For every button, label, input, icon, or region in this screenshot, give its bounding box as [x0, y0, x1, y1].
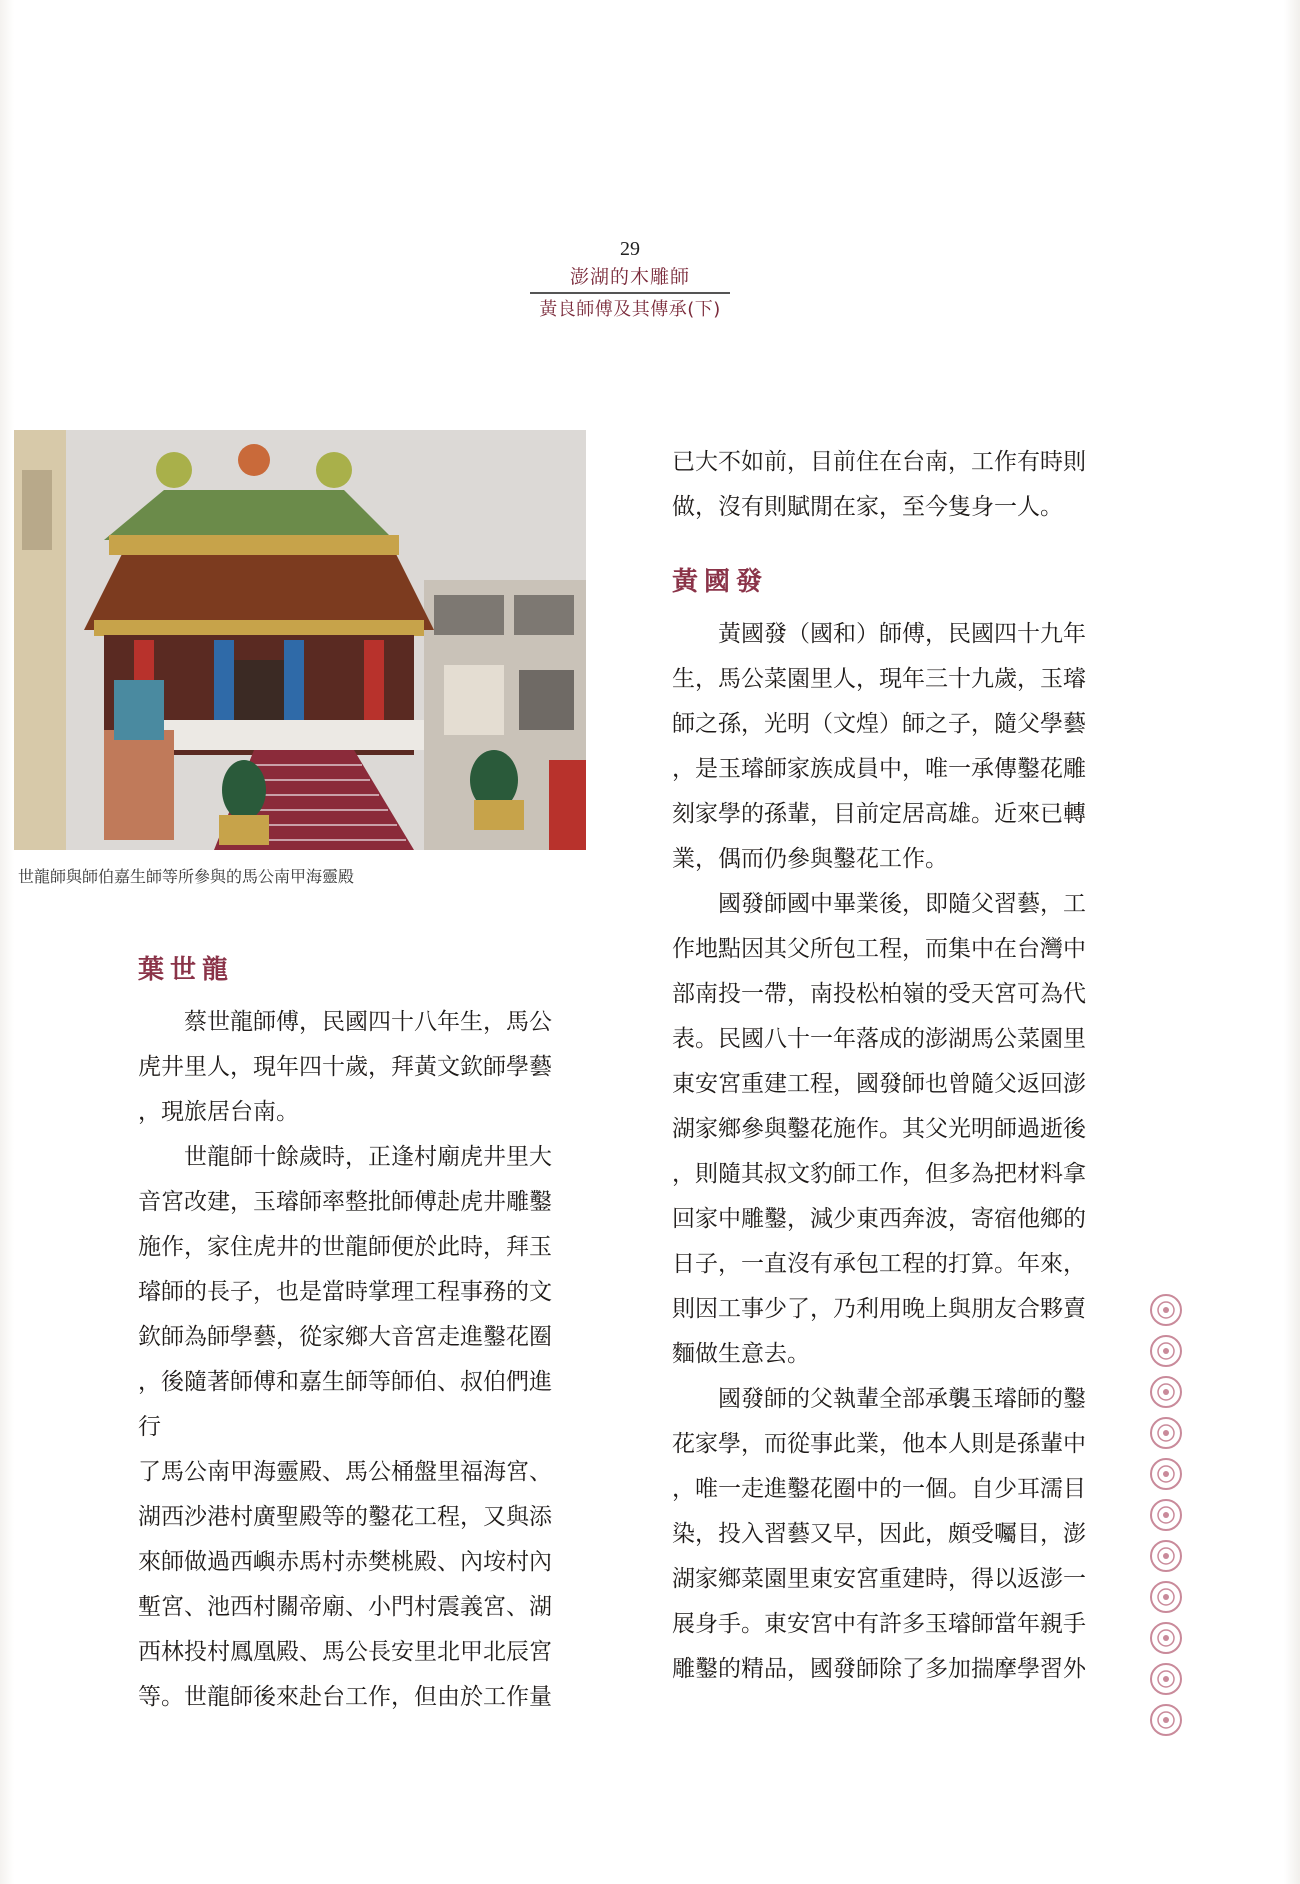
text-line: 雕鑿的精品，國發師除了多加揣摩學習外: [672, 1656, 1086, 1682]
section-heading-ye-shilong: 葉世龍: [138, 955, 235, 985]
text-line: 表。民國八十一年落成的澎湖馬公菜園里: [672, 1026, 1086, 1052]
text-line: ，則隨其叔文豹師工作，但多為把材料拿: [672, 1161, 1086, 1187]
ornament-motif: [1151, 1623, 1181, 1653]
ornament-motif: [1151, 1500, 1181, 1530]
photo-caption: 世龍師與師伯嘉生師等所參與的馬公南甲海靈殿: [18, 867, 355, 886]
text-line: 國發師國中畢業後，即隨父習藝，工: [718, 891, 1086, 917]
text-line: 國發師的父執輩全部承襲玉璿師的鑿: [718, 1386, 1086, 1412]
text-line: 塹宮、池西村關帝廟、小門村震義宮、湖: [138, 1594, 552, 1620]
text-line: 了馬公南甲海靈殿、馬公桶盤里福海宮、: [138, 1459, 552, 1485]
running-header: [530, 236, 730, 326]
text-line: ，是玉璿師家族成員中，唯一承傳鑿花雕: [672, 756, 1086, 782]
section-spacer: [672, 530, 1142, 552]
decorative-border-ornament: [1144, 1290, 1188, 1750]
text-line: ，後隨著師傅和嘉生師等師伯、叔伯們進: [138, 1369, 552, 1395]
text-line: 展身手。東安宮中有許多玉璿師當年親手: [672, 1611, 1086, 1637]
text-line: 黃國發（國和）師傅，民國四十九年: [718, 621, 1086, 647]
text-line: ，唯一走進鑿花圈中的一個。自少耳濡目: [672, 1476, 1086, 1502]
right-column-body: [672, 612, 1142, 1692]
text-line: 湖家鄉參與鑿花施作。其父光明師過逝後: [672, 1116, 1086, 1142]
text-line: 日子，一直沒有承包工程的打算。年來，: [672, 1251, 1086, 1277]
text-line: 湖家鄉菜園里東安宮重建時，得以返澎一: [672, 1566, 1086, 1592]
ornament-motif: [1151, 1459, 1181, 1489]
text-line: 回家中雕鑿，減少東西奔波，寄宿他鄉的: [672, 1206, 1086, 1232]
text-line: 業，偶而仍參與鑿花工作。: [672, 846, 948, 872]
right-column: [672, 440, 1142, 1692]
text-line: 則因工事少了，乃利用晚上與朋友合夥賣: [672, 1296, 1086, 1322]
section-heading-huang-guofa: 黃國發: [672, 567, 769, 597]
text-line: 璿師的長子，也是當時掌理工程事務的文: [138, 1279, 552, 1305]
text-line: 施作，家住虎井的世龍師便於此時，拜玉: [138, 1234, 552, 1260]
left-column-body: [138, 1000, 598, 1720]
ornament-motif: [1151, 1377, 1181, 1407]
ornament-motif: [1151, 1541, 1181, 1571]
text-line: 師之孫，光明（文煌）師之子，隨父學藝: [672, 711, 1086, 737]
ornament-motif: [1151, 1705, 1181, 1735]
ornament-motif: [1151, 1336, 1181, 1366]
text-line: 欽師為師學藝，從家鄉大音宮走進鑿花圈: [138, 1324, 552, 1350]
text-line: 麵做生意去。: [672, 1341, 810, 1367]
text-line: 部南投一帶，南投松柏嶺的受天宮可為代: [672, 981, 1086, 1007]
text-line: 西林投村鳳凰殿、馬公長安里北甲北辰宮: [138, 1639, 552, 1665]
text-line: 來師做過西嶼赤馬村赤樊桃殿、內垵村內: [138, 1549, 552, 1575]
text-line: 染，投入習藝又早，因此，頗受囑目，澎: [672, 1521, 1086, 1547]
ornament-motif: [1151, 1418, 1181, 1448]
text-line: ，現旅居台南。: [138, 1099, 299, 1125]
text-line: 音宮改建，玉璿師率整批師傅赴虎井雕鑿: [138, 1189, 552, 1215]
series-title: 澎湖的木雕師: [569, 266, 690, 288]
text-line: 刻家學的孫輩，目前定居高雄。近來已轉: [672, 801, 1086, 827]
text-line: 等。世龍師後來赴台工作，但由於工作量: [138, 1684, 552, 1710]
right-column-intro: [672, 440, 1142, 530]
temple-photo: [14, 430, 586, 850]
left-column: [138, 940, 598, 1720]
text-line: 世龍師十餘歲時，正逢村廟虎井里大: [184, 1144, 552, 1170]
text-line: 作地點因其父所包工程，而集中在台灣中: [672, 936, 1086, 962]
text-line: 東安宮重建工程，國發師也曾隨父返回澎: [672, 1071, 1086, 1097]
ornament-motif: [1151, 1664, 1181, 1694]
text-line: 行: [138, 1414, 161, 1440]
text-line: 做，沒有則賦閒在家，至今隻身一人。: [672, 494, 1063, 520]
ornament-motif: [1151, 1582, 1181, 1612]
article-title: 黃良師傅及其傳承(下): [539, 299, 721, 320]
text-line: 虎井里人，現年四十歲，拜黃文欽師學藝: [138, 1054, 552, 1080]
text-line: 已大不如前，目前住在台南，工作有時則: [672, 449, 1086, 475]
text-line: 湖西沙港村廣聖殿等的鑿花工程，又與添: [138, 1504, 552, 1530]
ornament-motif: [1151, 1295, 1181, 1325]
page-number: 29: [620, 238, 640, 260]
text-line: 花家學，而從事此業，他本人則是孫輩中: [672, 1431, 1086, 1457]
text-line: 生，馬公菜園里人，現年三十九歲，玉璿: [672, 666, 1086, 692]
text-line: 蔡世龍師傅，民國四十八年生，馬公: [184, 1009, 552, 1035]
